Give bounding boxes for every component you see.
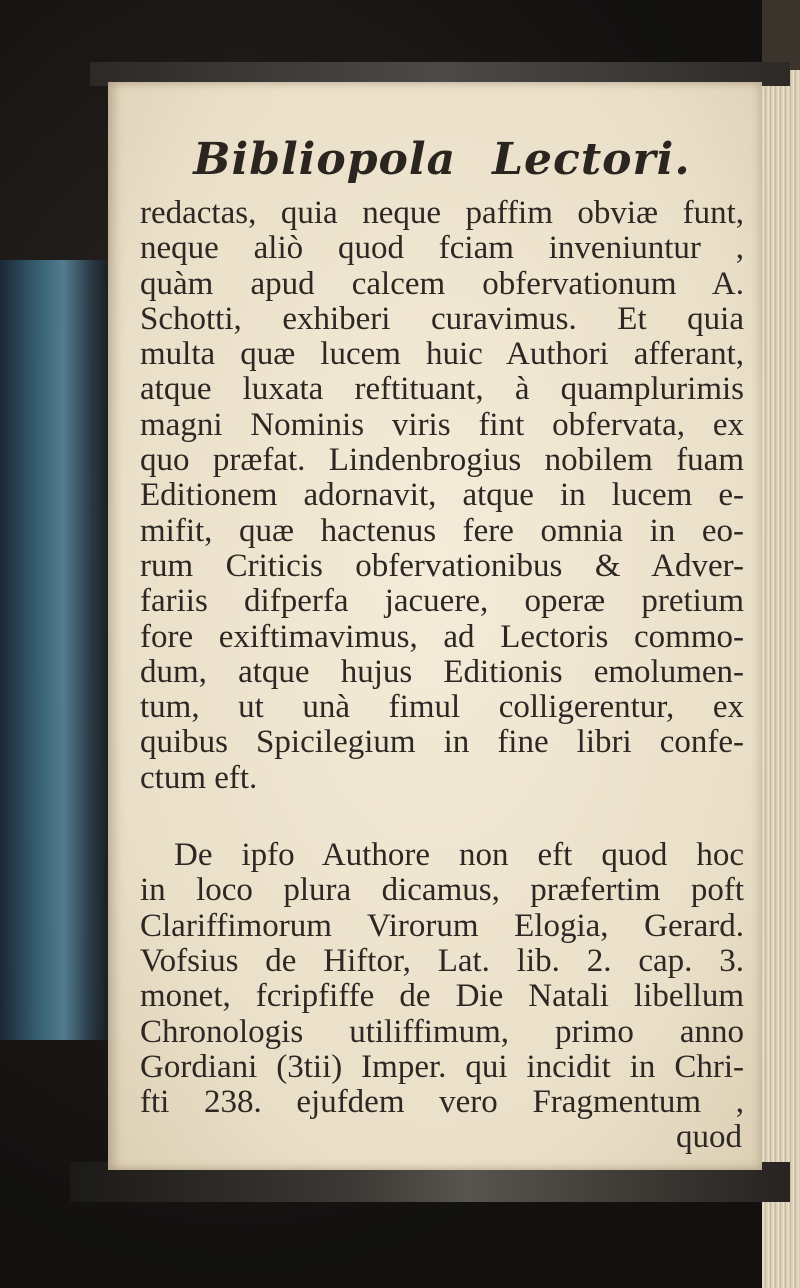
text-line: Clariffimorum Virorum Elogia, Gerard. — [140, 907, 744, 944]
text-line: fariis difperfa jacuere, operæ pretium — [140, 583, 744, 620]
right-shadow — [762, 0, 800, 70]
page-text-block — [140, 130, 744, 1156]
text-line: Gordiani (3tii) Imper. qui incidit in Chri- — [140, 1048, 744, 1085]
text-line: monet, fcripfiffe de Die Natali libellum — [140, 978, 744, 1015]
paragraph-gap — [140, 796, 744, 838]
text-line: dum, atque hujus Editionis emolumen- — [140, 653, 744, 690]
running-head — [140, 130, 744, 190]
text-line: Editionem adornavit, atque in lucem e- — [140, 477, 744, 514]
text-line: redactas, quia neque paffim obviæ funt, — [140, 195, 744, 231]
running-head-right: Lectori. — [492, 134, 691, 185]
text-line: Chronologis utiliffimum, primo anno — [140, 1013, 744, 1050]
paragraph-1 — [140, 196, 744, 796]
text-line: multa quæ lucem huic Authori afferant, — [140, 336, 744, 373]
text-line: fti 238. ejufdem vero Fragmentum , — [140, 1084, 744, 1121]
text-line: rum Criticis obfervationibus & Adver- — [140, 547, 744, 584]
text-line: mifit, quæ hactenus fere omnia in eo- — [140, 512, 744, 549]
book-binding-edge — [0, 260, 115, 1040]
text-line: tum, ut unà fimul colligerentur, ex — [140, 689, 744, 726]
text-line: Schotti, exhiberi curavimus. Et quia — [140, 300, 744, 337]
text-line: fore exiftimavimus, ad Lectoris commo- — [140, 618, 744, 655]
text-line: in loco plura dicamus, præfertim poft — [140, 872, 744, 909]
text-line: Vofsius de Hiftor, Lat. lib. 2. cap. 3. — [140, 942, 744, 979]
text-line: atque luxata reftituant, à quamplurimis — [140, 371, 744, 408]
text-line: quàm apud calcem obfervationum A. — [140, 265, 744, 302]
paragraph-2 — [140, 838, 744, 1156]
book-page — [108, 82, 762, 1170]
text-line: quo præfat. Lindenbrogius nobilem fuam — [140, 442, 744, 479]
catchword: quod — [676, 1119, 742, 1156]
text-line: De ipfo Authore non eft quod hoc — [174, 837, 744, 874]
running-head-left: Bibliopola — [193, 134, 457, 185]
text-line: quibus Spicilegium in fine libri confe- — [140, 724, 744, 761]
text-line: neque aliò quod fciam inveniuntur , — [140, 230, 744, 267]
page-stack-edge — [762, 70, 800, 1288]
text-line: ctum eft. — [140, 759, 258, 796]
text-line: magni Nominis viris fint obfervata, ex — [140, 406, 744, 443]
